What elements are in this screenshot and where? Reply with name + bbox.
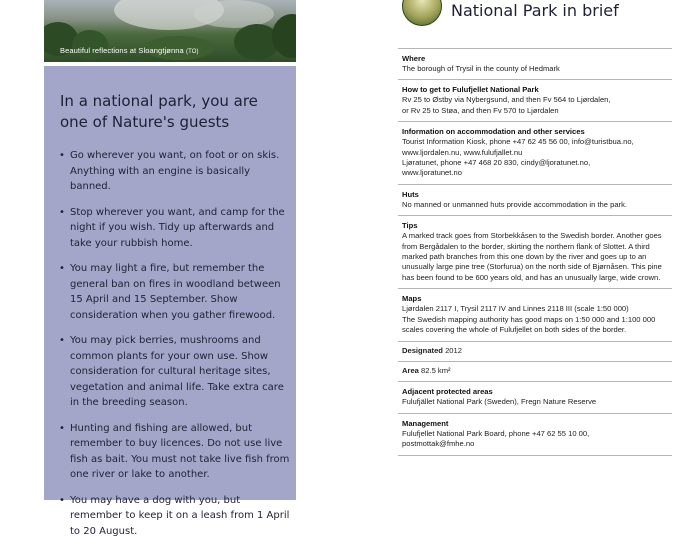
info-section-getting-there (398, 80, 672, 122)
section-heading: Tips (402, 221, 418, 231)
section-heading: Where (402, 54, 426, 63)
section-inline (402, 366, 668, 376)
guest-rules-panel (44, 66, 296, 537)
caption-credit: (TO) (185, 49, 199, 55)
section-value: 2012 (445, 345, 462, 355)
section-body: Fulufjället National Park (Sweden), Fregn Nature Reserve (402, 397, 597, 407)
right-column (398, 0, 678, 500)
rule-text: You may have a dog with you, but remember to keep it on a leash from 1 April to 20 August. (70, 494, 290, 537)
info-section-tips (398, 216, 672, 289)
panel-title: In a national park, you are one of Nature's guests (60, 92, 258, 131)
section-body: No manned or unmanned huts provide accommodation in the park. (402, 199, 627, 209)
bullet-icon: • (59, 335, 65, 346)
rules-list (58, 148, 290, 549)
section-heading: Area (402, 365, 419, 375)
page-title: National Park in brief (451, 1, 619, 20)
rule-text: You may light a fire, but remember the general ban on fires in woodland between 15 April and 15 September. Show consideration when you gather firewood. (70, 263, 281, 321)
photo-tree (72, 30, 108, 60)
section-heading: Huts (402, 189, 419, 199)
section-body: The borough of Trysil in the county of Hedmark (402, 64, 560, 73)
national-park-logo-icon (402, 0, 442, 26)
section-inline (402, 346, 668, 356)
info-section-management (398, 414, 672, 456)
section-heading: How to get to Fulufjellet National Park (402, 85, 539, 95)
bullet-icon: • (59, 422, 65, 434)
list-item (58, 493, 290, 540)
section-heading: Designated (402, 345, 443, 355)
section-body: Tourist Information Kiosk, phone +47 62 45 56 00, info@turistbua.no, www.ljordalen.nu, www.fulufjallet.nu Ljøratunet, phone +47 468 20 830, cindy@ljoratunet.no, www.ljoratunet.no (402, 137, 634, 178)
info-section-maps (398, 289, 672, 341)
info-section-designated (398, 342, 672, 362)
info-section-accommodation (398, 122, 672, 185)
section-body: Ljørdalen 2117 I, Trysil 2117 IV and Linnes 2118 III (scale 1:50 000) The Swedish mapping authority has good maps on 1:50 000 and 1:100 000 scales covering the whole of Fulufjellet on both sides of the border. (402, 304, 656, 335)
list-item (58, 261, 290, 323)
rule-text: Hunting and fishing are allowed, but remember to buy licences. Do not use live fish as bait. You must not take live fish from one river or lake to another. (70, 422, 290, 480)
list-item (58, 421, 290, 483)
section-heading: Management (402, 418, 449, 428)
list-item (58, 148, 290, 195)
section-body: Fulufjellet National Park Board, phone +47 62 55 10 00, postmottak@fmhe.no (402, 428, 590, 449)
rule-text: You may pick berries, mushrooms and common plants for your own use. Show consideration for cultural heritage sites, vegetation and animal life. Take extra care in the breeding season. (70, 335, 284, 408)
bullet-icon: • (59, 150, 65, 161)
landscape-photo (44, 0, 296, 62)
info-section-where (398, 49, 672, 80)
rule-text: Go wherever you want, on foot or on skis. Anything with an engine is basically banned. (70, 150, 280, 192)
section-value: 82.5 km² (421, 365, 451, 375)
bullet-icon: • (59, 263, 65, 274)
info-section-area (398, 362, 672, 382)
bullet-icon: • (59, 494, 65, 506)
section-body: A marked track goes from Storbekkåsen to the Swedish border. Another goes from Bergådalen to the border, skirting the northern flank of Slottet. A third marked path branches from this one down by the river and goes up to an unusually large pine tree (Storfurua) on the north side of Bjørnåsen. This pine has been found to be 600 years old, and has an unusually large, wide crown. (402, 231, 662, 282)
facts-table (398, 48, 672, 456)
section-heading: Adjacent protected areas (402, 387, 493, 397)
caption-text: Beautiful reflections at Sloangtjønna (60, 46, 184, 55)
photo-caption (60, 46, 199, 55)
info-section-huts (398, 185, 672, 216)
section-heading: Information on accommodation and other services (402, 127, 585, 137)
left-column (44, 0, 296, 537)
bullet-icon: • (59, 206, 65, 218)
list-item (58, 333, 290, 411)
rule-text: Stop wherever you want, and camp for the night if you wish. Tidy up afterwards and take your rubbish home. (70, 206, 285, 249)
info-section-adjacent (398, 382, 672, 413)
section-body: Rv 25 to Østby via Nybergsund, and then Fv 564 to Ljørdalen, or Rv 25 to Støa, and then Fv 570 to Ljørdalen (402, 95, 611, 115)
list-item (58, 205, 290, 252)
section-heading: Maps (402, 294, 422, 304)
